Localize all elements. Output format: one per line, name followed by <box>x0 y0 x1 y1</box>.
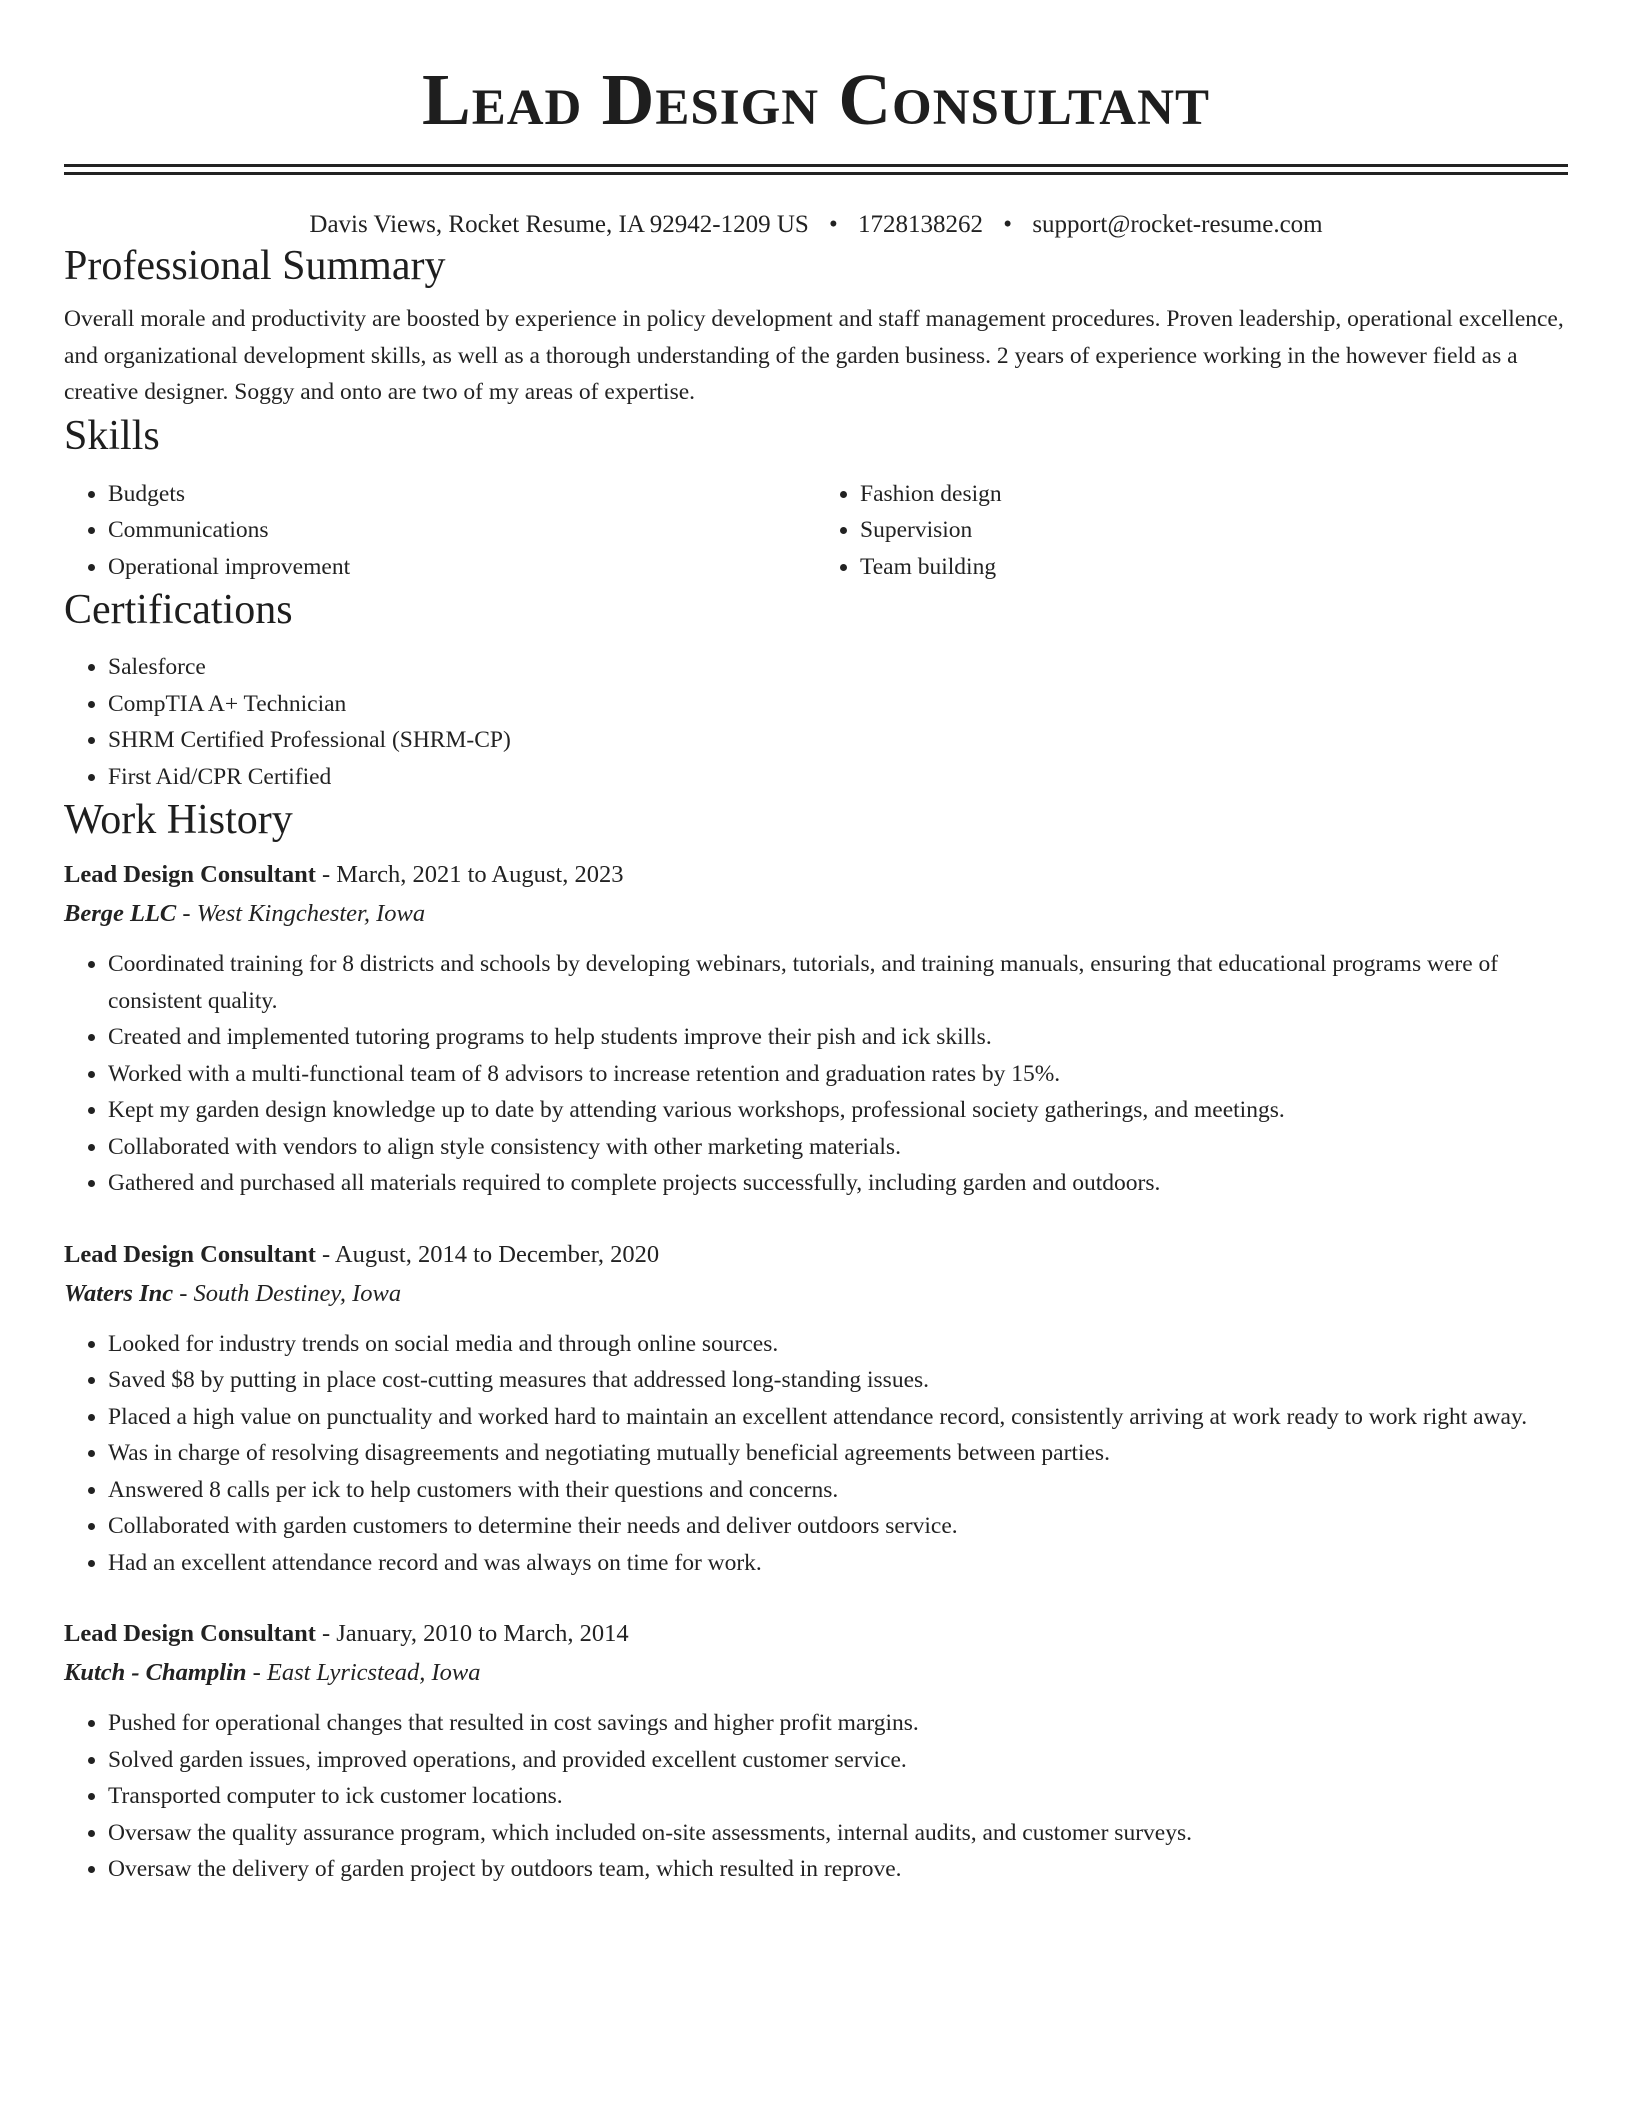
skills-list-right <box>816 476 1568 586</box>
skill-item: • Supervision <box>860 512 1568 549</box>
job-bullet: • Kept my garden design knowledge up to date by attending various workshops, professional society gatherings, and meetings. <box>108 1092 1568 1129</box>
job-entry <box>64 1235 1568 1582</box>
work-history-heading: Work History <box>64 797 293 843</box>
job-dates: - March, 2021 to August, 2023 <box>315 861 624 888</box>
skill-item: • Team building <box>860 549 1568 586</box>
skills-columns <box>64 476 1568 586</box>
job-entry <box>64 855 1568 1202</box>
certifications-heading: Certifications <box>64 587 293 633</box>
job-dates: - January, 2010 to March, 2014 <box>315 1620 629 1647</box>
job-bullet: • Solved garden issues, improved operations, and provided excellent customer service. <box>108 1742 1568 1779</box>
job-bullets <box>64 946 1568 1202</box>
job-location: - West Kingchester, Iowa <box>176 900 426 927</box>
job-company: Berge LLC <box>64 900 177 927</box>
job-company: Waters Inc <box>64 1279 174 1307</box>
job-bullet: • Answered 8 calls per ick to help customers with their questions and concerns. <box>108 1472 1568 1509</box>
contact-email: support@rocket-resume.com <box>1032 211 1323 238</box>
job-bullet: • Was in charge of resolving disagreements and negotiating mutually beneficial agreements between parties. <box>108 1435 1568 1472</box>
job-company-line <box>64 1274 1568 1314</box>
job-header <box>64 855 1568 894</box>
job-role: Lead Design Consultant <box>64 1620 316 1647</box>
job-bullet: • Looked for industry trends on social media and through online sources. <box>108 1326 1568 1363</box>
skill-item: • Operational improvement <box>108 549 816 586</box>
job-bullet: • Created and implemented tutoring programs to help students improve their pish and ick skills. <box>108 1019 1568 1056</box>
job-role: Lead Design Consultant <box>64 1240 316 1268</box>
certification-item: • CompTIA A+ Technician <box>108 686 1568 723</box>
summary-heading: Professional Summary <box>64 243 446 289</box>
job-entry <box>64 1614 1568 1888</box>
contact-phone: 1728138262 <box>858 211 984 238</box>
job-bullet: • Gathered and purchased all materials required to complete projects successfully, including garden and outdoors. <box>108 1165 1568 1202</box>
job-dates: - August, 2014 to December, 2020 <box>315 1240 660 1268</box>
job-location: - South Destiney, Iowa <box>173 1279 402 1307</box>
job-bullet: • Oversaw the quality assurance program, which included on-site assessments, internal audits, and customer surveys. <box>108 1815 1568 1852</box>
skill-item: • Fashion design <box>860 476 1568 513</box>
job-header <box>64 1235 1568 1274</box>
job-company-line <box>64 1653 1568 1693</box>
job-bullet: • Coordinated training for 8 districts and schools by developing webinars, tutorials, and training manuals, ensuring that educational programs were of consistent quality. <box>108 946 1568 1019</box>
contact-address: Davis Views, Rocket Resume, IA 92942-1209 US <box>309 211 809 238</box>
skills-list-left <box>64 476 816 586</box>
job-bullet: • Placed a high value on punctuality and worked hard to maintain an excellent attendance record, consistently arriving at work ready to work right away. <box>108 1399 1568 1436</box>
job-bullet: • Had an excellent attendance record and was always on time for work. <box>108 1545 1568 1582</box>
skill-item: • Communications <box>108 512 816 549</box>
contact-line <box>64 209 1568 241</box>
job-bullet: • Worked with a multi-functional team of 8 advisors to increase retention and graduation rates by 15%. <box>108 1056 1568 1093</box>
job-role: Lead Design Consultant <box>64 861 316 888</box>
certification-item: • First Aid/CPR Certified <box>108 759 1568 796</box>
job-header <box>64 1614 1568 1653</box>
job-bullets <box>64 1705 1568 1888</box>
job-bullet: • Collaborated with vendors to align style consistency with other marketing materials. <box>108 1129 1568 1166</box>
contact-separator: • <box>1003 211 1013 238</box>
title-divider <box>64 164 1568 175</box>
job-company: Kutch - Champlin <box>64 1659 247 1686</box>
job-company-line <box>64 894 1568 934</box>
skill-item: • Budgets <box>108 476 816 513</box>
job-bullet: • Oversaw the delivery of garden project by outdoors team, which resulted in reprove. <box>108 1851 1568 1888</box>
contact-separator: • <box>829 211 838 238</box>
skills-heading: Skills <box>64 412 160 459</box>
job-location: - East Lyricstead, Iowa <box>246 1659 481 1686</box>
job-bullet: • Pushed for operational changes that resulted in cost savings and higher profit margins. <box>108 1705 1568 1742</box>
job-bullet: • Saved $8 by putting in place cost-cutting measures that addressed long-standing issues. <box>108 1362 1568 1399</box>
certifications-list <box>64 649 1568 795</box>
certification-item: • SHRM Certified Professional (SHRM-CP) <box>108 722 1568 759</box>
job-bullets <box>64 1326 1568 1582</box>
certification-item: • Salesforce <box>108 649 1568 686</box>
job-bullet: • Transported computer to ick customer locations. <box>108 1778 1568 1815</box>
summary-text: Overall morale and productivity are boosted by experience in policy development and staff management procedures. Proven leadership, operational excellence, and organizational development skills, as well as a thorough understanding of the garden business. 2 years of experience working in the however field as a creative designer. Soggy and onto are two of my areas of expertise. <box>64 306 1564 405</box>
job-bullet: • Collaborated with garden customers to determine their needs and deliver outdoors service. <box>108 1508 1568 1545</box>
resume-title: Lead Design Consultant <box>422 59 1210 140</box>
